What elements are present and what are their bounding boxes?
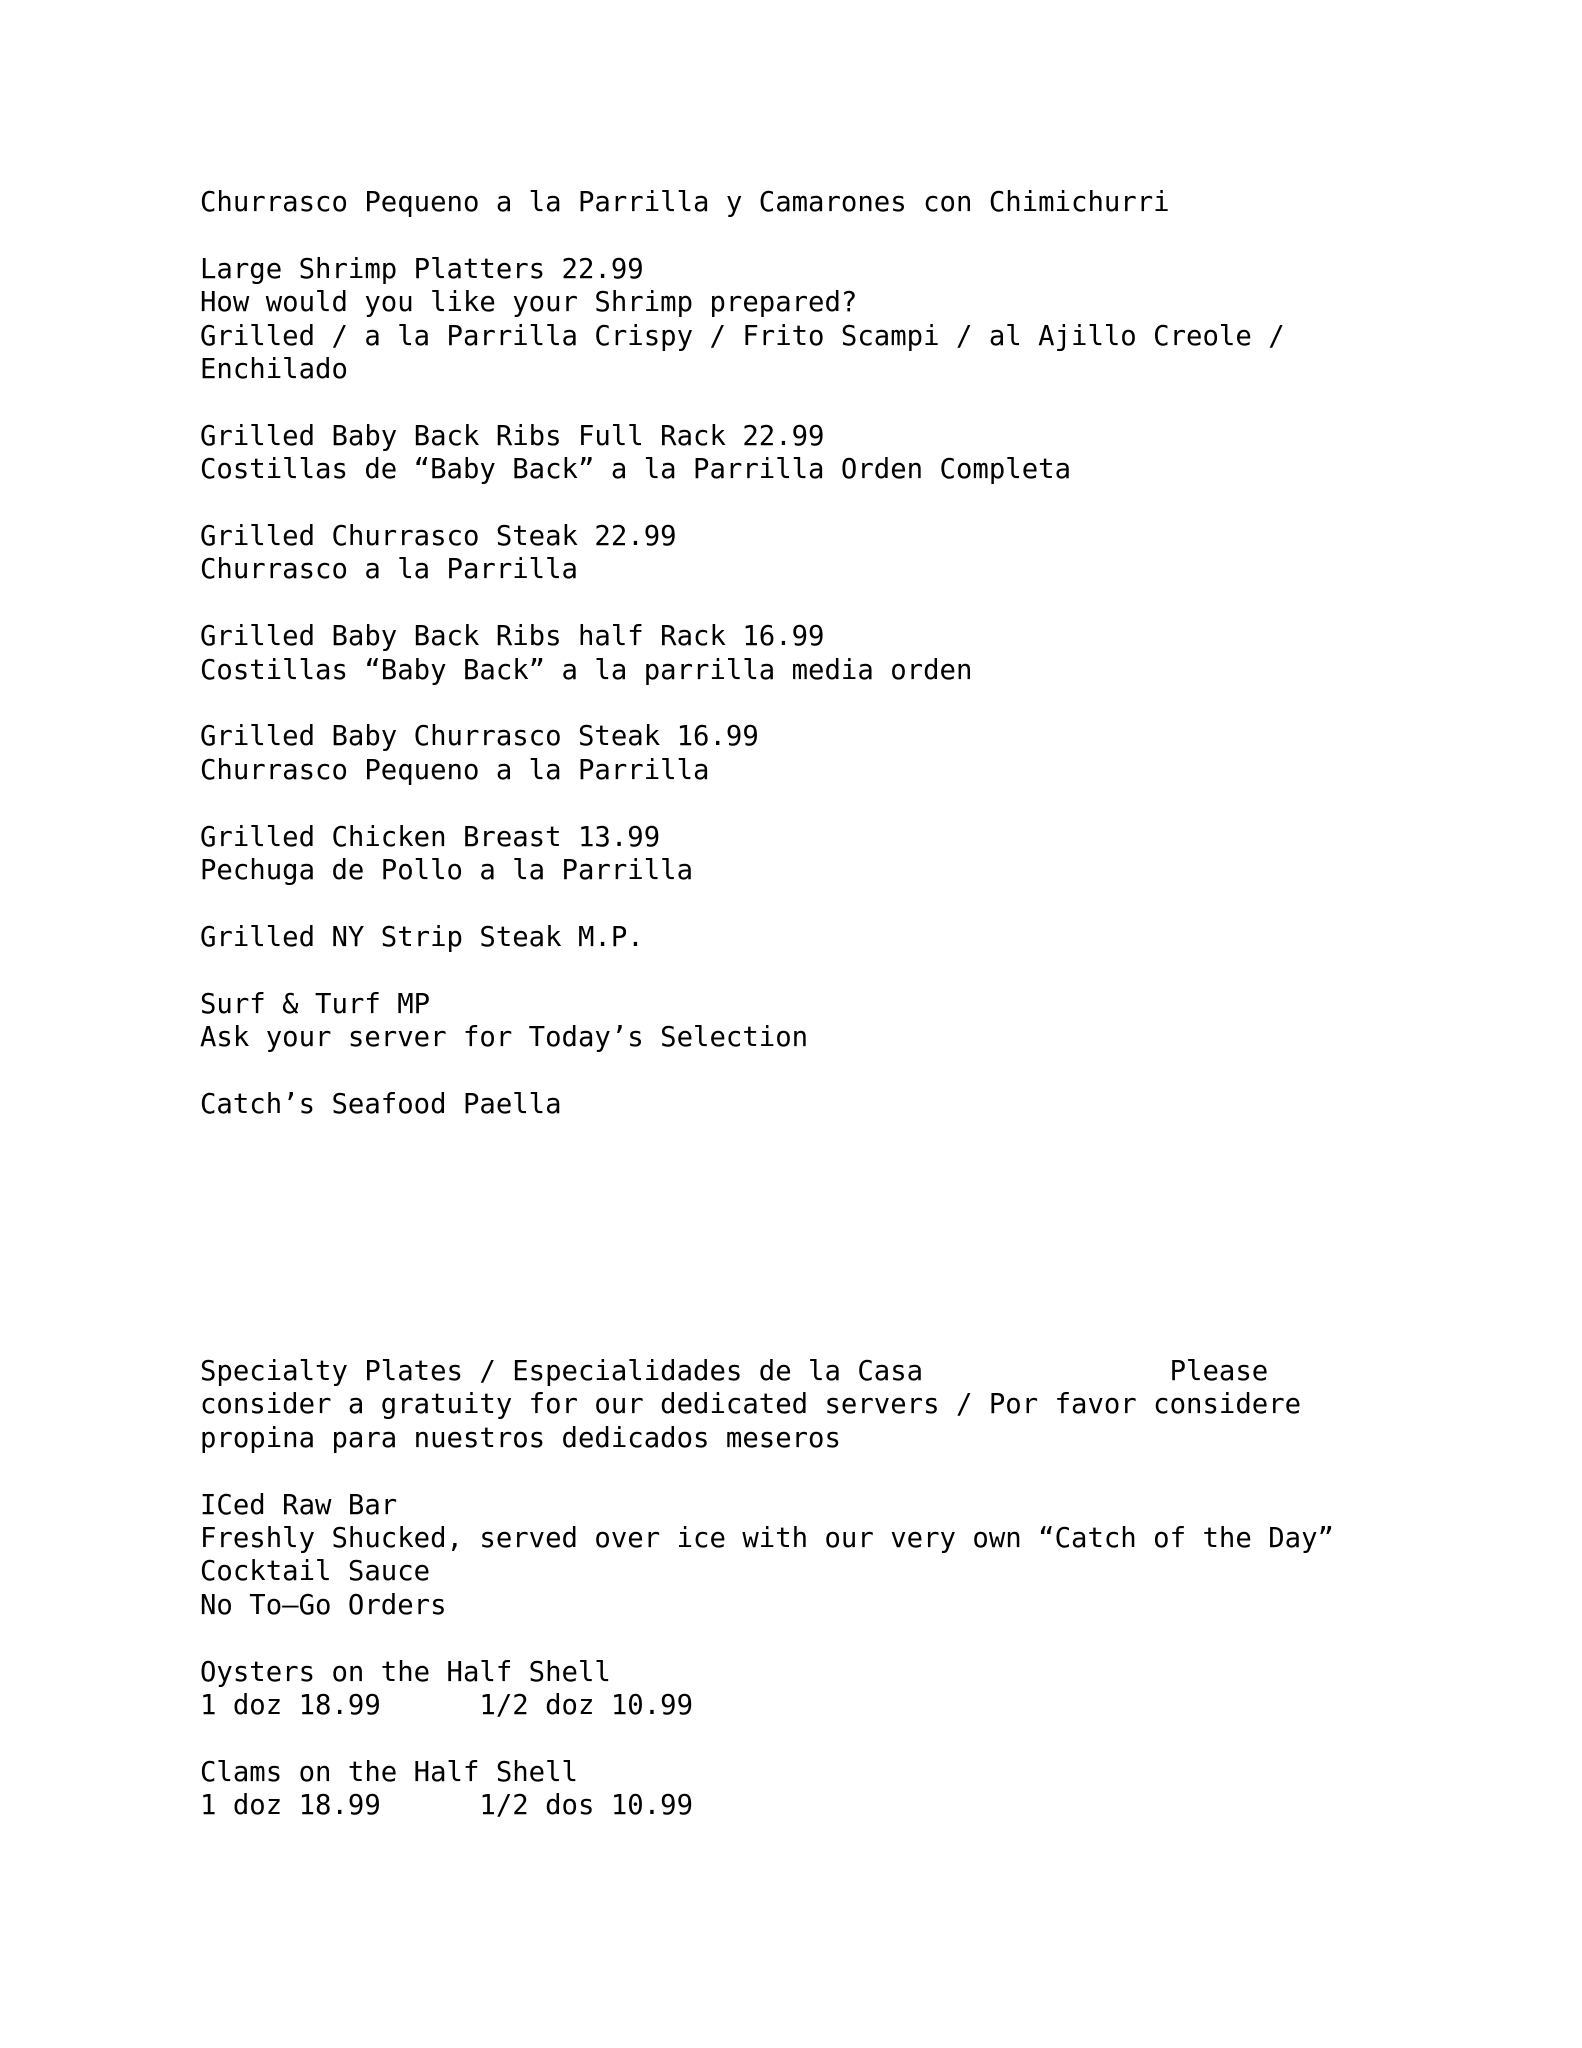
menu-text-block	[200, 186, 1334, 1823]
text-line	[200, 1054, 1334, 1087]
text-line	[200, 219, 1334, 252]
text-line	[200, 954, 1334, 987]
text-line: Large Shrimp Platters 22.99	[200, 253, 644, 285]
text-line	[200, 1155, 1334, 1188]
text-line	[200, 1622, 1334, 1655]
text-line: 1 doz 18.99 1/2 dos 10.99	[200, 1790, 694, 1822]
text-line: consider a gratuity for our dedicated servers / Por favor considere	[200, 1389, 1302, 1421]
text-line: Ask your server for Today’s Selection	[200, 1022, 809, 1054]
text-line	[200, 1288, 1334, 1321]
text-line	[200, 1121, 1334, 1154]
text-line	[200, 687, 1334, 720]
text-line: Churrasco Pequeno a la Parrilla y Camarones con Chimichurri	[200, 187, 1170, 218]
text-line: Churrasco a la Parrilla	[200, 554, 578, 586]
text-line: Enchilado	[200, 354, 348, 386]
text-line	[200, 587, 1334, 620]
text-line: 1 doz 18.99 1/2 doz 10.99	[200, 1690, 694, 1721]
text-line: Grilled Baby Back Ribs Full Rack 22.99	[200, 420, 825, 452]
text-line	[200, 1722, 1334, 1755]
text-line	[200, 1221, 1334, 1254]
text-line: Costillas “Baby Back” a la parrilla media orden	[200, 654, 973, 686]
text-line	[200, 787, 1334, 820]
text-line: Clams on the Half Shell	[200, 1756, 578, 1788]
text-line	[200, 1255, 1334, 1288]
text-line: propina para nuestros dedicados meseros	[200, 1422, 841, 1454]
text-line: Grilled NY Strip Steak M.P.	[200, 921, 644, 953]
text-line	[200, 386, 1334, 419]
text-line: How would you like your Shrimp prepared?	[200, 287, 858, 319]
text-line: Grilled Chicken Breast 13.99	[200, 821, 661, 853]
text-line: Surf & Turf MP	[200, 988, 431, 1020]
text-line: Specialty Plates / Especialidades de la Casa Please	[200, 1355, 1269, 1387]
text-line: Grilled / a la Parrilla Crispy / Frito Scampi / al Ajillo Creole /	[200, 320, 1285, 352]
text-line: Freshly Shucked, served over ice with our very own “Catch of the Day”	[200, 1522, 1334, 1554]
text-line: Churrasco Pequeno a la Parrilla	[200, 754, 710, 786]
text-line	[200, 1188, 1334, 1221]
text-line: No To–Go Orders	[200, 1589, 447, 1621]
text-line: Oysters on the Half Shell	[200, 1656, 611, 1688]
text-line: Grilled Churrasco Steak 22.99	[200, 521, 677, 553]
text-line	[200, 887, 1334, 920]
text-line: Grilled Baby Back Ribs half Rack 16.99	[200, 621, 825, 653]
text-line: Catch’s Seafood Paella	[200, 1088, 562, 1120]
text-line: Grilled Baby Churrasco Steak 16.99	[200, 721, 759, 753]
text-line	[200, 1455, 1334, 1488]
text-line: ICed Raw Bar	[200, 1489, 398, 1521]
text-line	[200, 487, 1334, 520]
text-line: Cocktail Sauce	[200, 1556, 431, 1588]
text-line: Pechuga de Pollo a la Parrilla	[200, 855, 694, 887]
text-line	[200, 1322, 1334, 1355]
text-line: Costillas de “Baby Back” a la Parrilla Orden Completa	[200, 454, 1072, 486]
